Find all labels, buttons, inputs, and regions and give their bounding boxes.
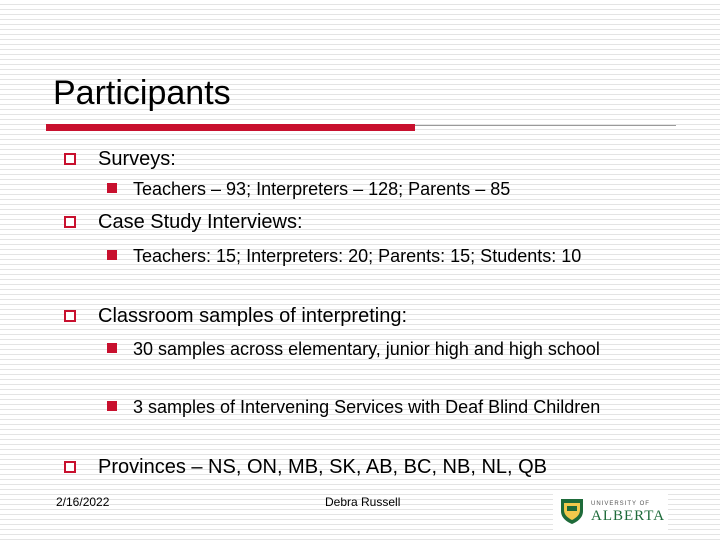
logo-big-text: ALBERTA bbox=[591, 508, 666, 524]
subbullet-text: 30 samples across elementary, junior high and high school bbox=[133, 339, 600, 359]
filled-square-bullet-icon bbox=[107, 343, 117, 353]
subbullet-text: Teachers: 15; Interpreters: 20; Parents: 15; Students: 10 bbox=[133, 246, 582, 266]
subbullet-text: 3 samples of Intervening Services with Deaf Blind Children bbox=[133, 397, 601, 417]
hollow-square-bullet-icon bbox=[64, 461, 76, 473]
filled-square-bullet-icon bbox=[107, 183, 117, 193]
bullet-surveys bbox=[98, 147, 176, 171]
bullet-text: Provinces – NS, ON, MB, SK, AB, BC, NB, NL, QB bbox=[98, 456, 548, 478]
subbullet-interview-counts bbox=[133, 243, 663, 269]
crest-icon bbox=[559, 497, 585, 525]
filled-square-bullet-icon bbox=[107, 401, 117, 411]
bullet-case-study bbox=[98, 210, 303, 234]
subbullet-samples-elementary bbox=[133, 336, 643, 362]
logo-small-text: UNIVERSITY OF bbox=[591, 501, 650, 507]
subbullet-survey-counts bbox=[133, 176, 673, 202]
footer-author: Debra Russell bbox=[325, 495, 401, 509]
hollow-square-bullet-icon bbox=[64, 153, 76, 165]
subbullet-text: Teachers – 93; Interpreters – 128; Parents – 85 bbox=[133, 179, 511, 199]
title-rule-accent bbox=[46, 124, 415, 131]
hollow-square-bullet-icon bbox=[64, 216, 76, 228]
title-rule-line bbox=[415, 125, 676, 126]
bullet-provinces bbox=[98, 455, 547, 479]
filled-square-bullet-icon bbox=[107, 250, 117, 260]
footer-date: 2/16/2022 bbox=[56, 495, 110, 509]
hollow-square-bullet-icon bbox=[64, 310, 76, 322]
slide-title: Participants bbox=[53, 74, 231, 112]
bullet-text: Classroom samples of interpreting: bbox=[98, 305, 408, 327]
university-logo bbox=[553, 491, 668, 531]
bullet-classroom-samples bbox=[98, 304, 407, 328]
subbullet-samples-deafblind bbox=[133, 394, 633, 420]
bullet-text: Case Study Interviews: bbox=[98, 211, 303, 233]
bullet-text: Surveys: bbox=[98, 148, 176, 170]
